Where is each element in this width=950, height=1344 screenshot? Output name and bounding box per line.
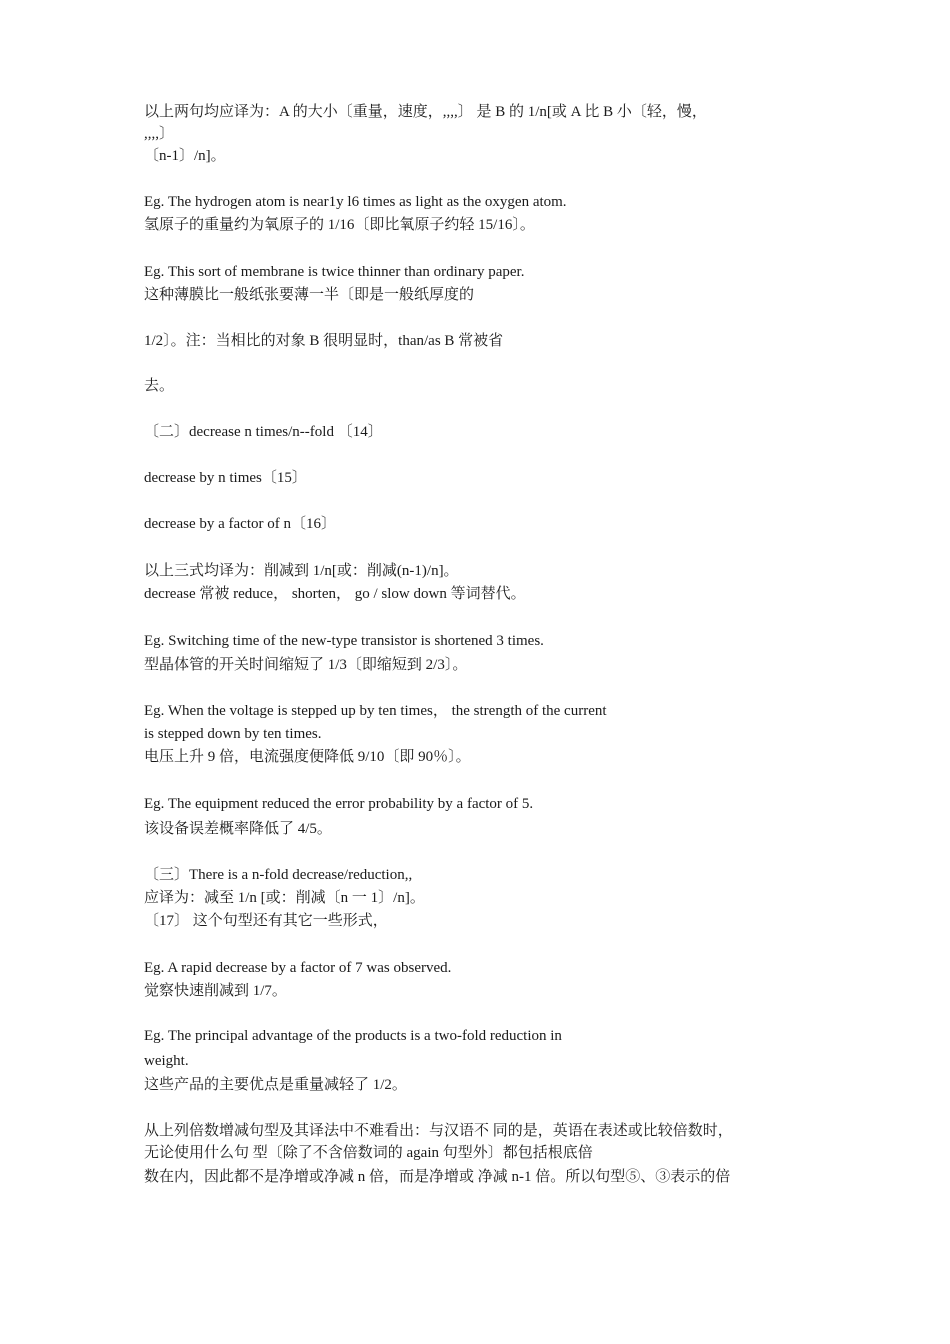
text-line: decrease by n times〔15〕 bbox=[144, 470, 307, 486]
text-line: 从上列倍数增减句型及其译法中不难看出：与汉语不 同的是，英语在表述或比较倍数时， bbox=[144, 1123, 733, 1139]
section-heading: 〔二〕decrease n times/n--fold 〔14〕 bbox=[144, 424, 383, 440]
text-line: Eg. When the voltage is stepped up by ten times， the strength of the current bbox=[144, 703, 607, 719]
text-line: 以上三式均译为：削减到 1/n[或：削减(n-1)/n]。 bbox=[144, 563, 459, 579]
text-line: Eg. The equipment reduced the error probability by a factor of 5. bbox=[144, 796, 534, 812]
text-line: 该设备误差概率降低了 4/5。 bbox=[144, 821, 332, 837]
text-line: 〔17〕 这个句型还有其它一些形式， bbox=[144, 913, 388, 929]
text-line: decrease by a factor of n〔16〕 bbox=[144, 516, 336, 532]
text-line: 无论使用什么句 型〔除了不含倍数词的 again 句型外〕都包括根底倍 bbox=[144, 1145, 593, 1161]
text-line: Eg. A rapid decrease by a factor of 7 was observed. bbox=[144, 960, 452, 976]
section-heading: 〔三〕There is a n-fold decrease/reduction,, bbox=[144, 867, 413, 883]
text-line: 氢原子的重量约为氧原子的 1/16〔即比氧原子约轻 15/16〕。 bbox=[144, 217, 535, 233]
text-line: 1/2〕。注：当相比的对象 B 很明显时，than/as B 常被省 bbox=[144, 333, 504, 349]
text-line: 这种薄膜比一般纸张要薄一半〔即是一般纸厚度的 bbox=[144, 287, 475, 303]
text-line: 以上两句均应译为：A 的大小〔重量，速度，,,,,〕 是 B 的 1/n[或 A 比 B 小〔轻，慢， bbox=[144, 104, 707, 120]
text-line: is stepped down by ten times. bbox=[144, 726, 322, 742]
text-line: 应译为：减至 1/n [或：削减〔n 一 1〕/n]。 bbox=[144, 890, 425, 906]
text-line: Eg. The hydrogen atom is near1y l6 times as light as the oxygen atom. bbox=[144, 194, 567, 210]
text-line: 这些产品的主要优点是重量减轻了 1/2。 bbox=[144, 1077, 407, 1093]
text-line: weight. bbox=[144, 1053, 189, 1069]
text-line: Eg. The principal advantage of the products is a two-fold reduction in bbox=[144, 1028, 562, 1044]
text-line: 去。 bbox=[144, 378, 175, 394]
text-line: 型晶体管的开关时间缩短了 1/3〔即缩短到 2/3〕。 bbox=[144, 657, 468, 673]
text-line: 〔n-1〕/n]。 bbox=[144, 148, 226, 164]
text-line: 数在内，因此都不是净增或净减 n 倍，而是净增或 净减 n-1 倍。所以句型⑤、③表示的倍 bbox=[144, 1169, 731, 1185]
text-line: decrease 常被 reduce， shorten， go / slow down 等词替代。 bbox=[144, 586, 526, 602]
text-line: 电压上升 9 倍，电流强度便降低 9/10〔即 90％〕。 bbox=[144, 749, 471, 765]
text-line: Eg. This sort of membrane is twice thinner than ordinary paper. bbox=[144, 264, 525, 280]
text-line: 觉察快速削减到 1/7。 bbox=[144, 983, 287, 999]
text-line: ,,,,〕 bbox=[144, 126, 175, 142]
text-line: Eg. Switching time of the new-type transistor is shortened 3 times. bbox=[144, 633, 544, 649]
